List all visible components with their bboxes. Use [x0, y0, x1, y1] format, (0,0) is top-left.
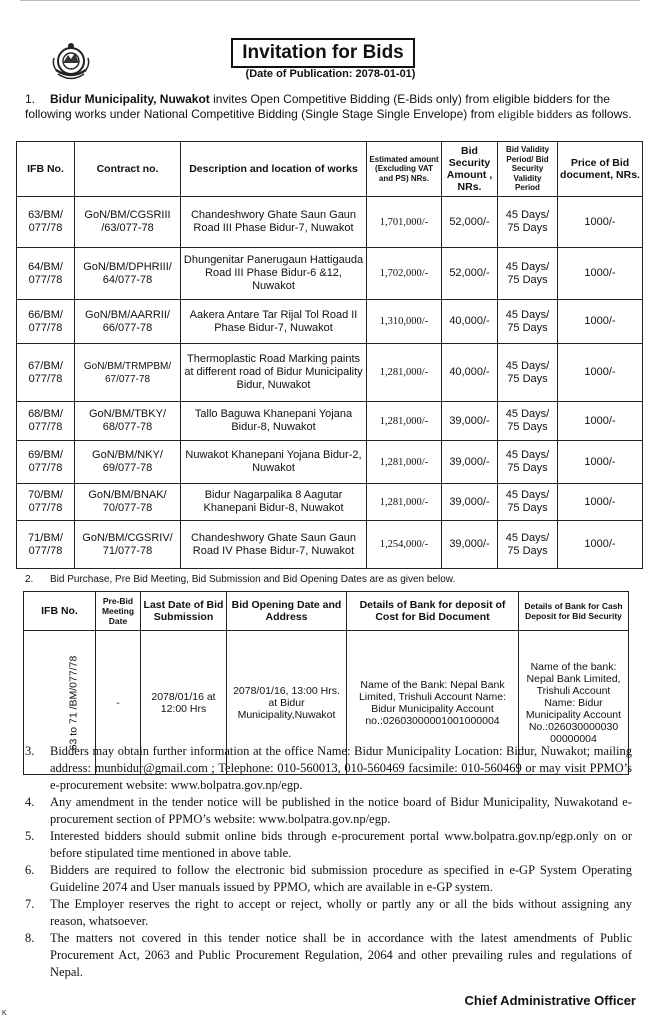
note-number: 7.	[25, 897, 35, 911]
cell-description: Tallo Baguwa Khanepani Yojana Bidur-8, Nuwakot	[181, 402, 367, 441]
header-last-date: Last Date of Bid Submission	[141, 592, 227, 631]
cell-contract: GoN/BM/TRMPBM/ 67/077-78	[75, 344, 181, 402]
header-opening: Bid Opening Date and Address	[227, 592, 347, 631]
note-number: 5.	[25, 829, 35, 843]
list-item	[25, 794, 632, 828]
cell-amount: 1,310,000/-	[367, 300, 442, 344]
note-text: Bidders may obtain further information at the office Name: Bidur Municipality Location: Bidur, Nuwakot; mailing address: munbidur@gmail.com ; Telephone: 010-560013, 010-560469 facsimile: 010-560469 or may visit PPMO’s e-procurement website: www.bolpatra.gov.np/egp.	[50, 744, 632, 792]
table-row	[17, 402, 643, 441]
header-price: Price of Bid document, NRs.	[558, 142, 643, 197]
bids-table-header	[17, 142, 643, 197]
cell-price: 1000/-	[558, 197, 643, 248]
cell-amount: 1,702,000/-	[367, 248, 442, 300]
cell-security: 39,000/-	[442, 484, 498, 521]
cell-contract: GoN/BM/CGSRIV/ 71/077-78	[75, 521, 181, 569]
cell-validity: 45 Days/ 75 Days	[498, 197, 558, 248]
page-title: Invitation for Bids	[231, 38, 415, 68]
cell-contract: GoN/BM/NKY/ 69/077-78	[75, 441, 181, 484]
cell-security: 39,000/-	[442, 402, 498, 441]
table-row	[17, 441, 643, 484]
ifb-range-text: 63 to 71 /BM/077/78	[67, 655, 80, 750]
cell-contract: GoN/BM/DPHRIII/ 64/077-78	[75, 248, 181, 300]
notes-list	[25, 743, 632, 981]
cell-description: Dhungenitar Panerugaun Hattigauda Road III Phase Bidur-6 &12, Nuwakot	[181, 248, 367, 300]
cell-security: 40,000/-	[442, 344, 498, 402]
cell-amount: 1,281,000/-	[367, 484, 442, 521]
cell-contract: GoN/BM/TBKY/ 68/077-78	[75, 402, 181, 441]
cell-bank-doc: Name of the Bank: Nepal Bank Limited, Trishuli Account Name: Bidur Municipality Account no.:02603000001001000004	[347, 631, 519, 775]
table-row	[17, 521, 643, 569]
cell-ifb: 70/BM/ 077/78	[17, 484, 75, 521]
dates-table-header	[24, 592, 629, 631]
cell-price: 1000/-	[558, 248, 643, 300]
note-text: The Employer reserves the right to accept or reject, wholly or partly any or all the bids without assigning any reason, whatsoever.	[50, 897, 632, 928]
top-border	[20, 0, 640, 5]
dates-text: Bid Purchase, Pre Bid Meeting, Bid Submission and Bid Opening Dates are as given below.	[50, 574, 456, 585]
table-row	[17, 300, 643, 344]
cell-price: 1000/-	[558, 344, 643, 402]
cell-ifb: 71/BM/ 077/78	[17, 521, 75, 569]
note-number: 8.	[25, 931, 35, 945]
header-description: Description and location of works	[181, 142, 367, 197]
cell-validity: 45 Days/ 75 Days	[498, 484, 558, 521]
note-number: 3.	[25, 744, 35, 758]
cell-amount: 1,281,000/-	[367, 441, 442, 484]
header-validity: Bid Validity Period/ Bid Security Validity Period	[498, 142, 558, 197]
cell-price: 1000/-	[558, 441, 643, 484]
list-item	[25, 743, 632, 794]
cell-price: 1000/-	[558, 484, 643, 521]
cell-amount: 1,254,000/-	[367, 521, 442, 569]
cell-description: Nuwakot Khanepani Yojana Bidur-2, Nuwakot	[181, 441, 367, 484]
cell-ifb: 66/BM/ 077/78	[17, 300, 75, 344]
cell-validity: 45 Days/ 75 Days	[498, 441, 558, 484]
header-bank-security: Details of Bank for Cash Deposit for Bid Security	[519, 592, 629, 631]
cell-ifb: 64/BM/ 077/78	[17, 248, 75, 300]
intro-text-serif: eligible bidders	[497, 107, 573, 121]
intro-text-end: as follows.	[572, 107, 632, 121]
cell-security: 39,000/-	[442, 521, 498, 569]
header-bid-security: Bid Security Amount , NRs.	[442, 142, 498, 197]
cell-ifb: 68/BM/ 077/78	[17, 402, 75, 441]
cell-prebid: -	[96, 631, 141, 775]
cell-opening: 2078/01/16, 13:00 Hrs. at Bidur Municipality,Nuwakot	[227, 631, 347, 775]
cell-bank-security: Name of the bank: Nepal Bank Limited, Trishuli Account Name: Bidur Municipality Account No.:026030000030 00000004	[519, 631, 629, 775]
cell-price: 1000/-	[558, 402, 643, 441]
header-bank-doc: Details of Bank for deposit of Cost for Bid Document	[347, 592, 519, 631]
list-item	[25, 828, 632, 862]
dates-paragraph	[25, 574, 455, 585]
cell-description: Thermoplastic Road Marking paints at different road of Bidur Municipality Bidur, Nuwakot	[181, 344, 367, 402]
cell-amount: 1,281,000/-	[367, 402, 442, 441]
cell-ifb: 69/BM/ 077/78	[17, 441, 75, 484]
cell-validity: 45 Days/ 75 Days	[498, 248, 558, 300]
header-ifb: IFB No.	[17, 142, 75, 197]
note-text: The matters not covered in this tender notice shall be in accordance with the latest amendments of Public Procurement Act, 2063 and Public Procurement Regulation, 2064 and other prevailing rules and regulations of Nepal.	[50, 931, 632, 979]
table-row	[17, 484, 643, 521]
intro-entity: Bidur Municipality, Nuwakot	[50, 92, 210, 106]
header-contract: Contract no.	[75, 142, 181, 197]
cell-ifb: 63/BM/ 077/78	[17, 197, 75, 248]
cell-validity: 45 Days/ 75 Days	[498, 344, 558, 402]
cell-description: Chandeshwory Ghate Saun Gaun Road III Phase Bidur-7, Nuwakot	[181, 197, 367, 248]
cell-amount: 1,281,000/-	[367, 344, 442, 402]
dates-number: 2.	[25, 574, 34, 585]
table-row	[17, 197, 643, 248]
cell-price: 1000/-	[558, 300, 643, 344]
header-estimated-amount: Estimated amount (Excluding VAT and PS) NRs.	[367, 142, 442, 197]
cell-amount: 1,701,000/-	[367, 197, 442, 248]
cell-security: 40,000/-	[442, 300, 498, 344]
cell-security: 39,000/-	[442, 441, 498, 484]
list-item	[25, 896, 632, 930]
list-item	[25, 862, 632, 896]
cell-contract: GoN/BM/AARRII/ 66/077-78	[75, 300, 181, 344]
header-ifb: IFB No.	[24, 592, 96, 631]
cell-last-date: 2078/01/16 at 12:00 Hrs	[141, 631, 227, 775]
publication-date: (Date of Publication: 2078-01-01)	[245, 68, 416, 80]
table-row	[17, 344, 643, 402]
cell-description: Aakera Antare Tar Rijal Tol Road II Phase Bidur-7, Nuwakot	[181, 300, 367, 344]
note-text: Bidders are required to follow the electronic bid submission procedure as specified in e-GP System Operating Guideline 2074 and User manuals issued by PPMO, which are available in e-GP system.	[50, 863, 632, 894]
cell-validity: 45 Days/ 75 Days	[498, 521, 558, 569]
cell-description: Bidur Nagarpalika 8 Aagutar Khanepani Bidur-8, Nuwakot	[181, 484, 367, 521]
margin-mark: K	[2, 1010, 7, 1017]
note-text: Any amendment in the tender notice will be published in the notice board of Bidur Municipality, Nuwakotand e-procurement section of PPMO’s website: www.bolpatra.gov.np/egp.	[50, 795, 632, 826]
cell-validity: 45 Days/ 75 Days	[498, 402, 558, 441]
intro-paragraph	[25, 92, 633, 122]
cell-description: Chandeshwory Ghate Saun Gaun Road IV Phase Bidur-7, Nuwakot	[181, 521, 367, 569]
cell-security: 52,000/-	[442, 197, 498, 248]
intro-number: 1.	[25, 92, 36, 106]
table-row	[17, 248, 643, 300]
list-item	[25, 930, 632, 981]
note-text: Interested bidders should submit online bids through e-procurement portal www.bolpatra.gov.np/egp.only on or before stipulated time mentioned in above table.	[50, 829, 632, 860]
note-number: 4.	[25, 795, 35, 809]
signatory-title: Chief Administrative Officer	[464, 993, 636, 1008]
cell-ifb: 67/BM/ 077/78	[17, 344, 75, 402]
intro-text: invites Open Competitive Bidding (E-Bids only) from eligible bidders for the following works under National Competitive Bidding (Single Stage Single Envelope) from	[25, 92, 610, 121]
header-prebid: Pre-Bid Meeting Date	[96, 592, 141, 631]
cell-price: 1000/-	[558, 521, 643, 569]
cell-contract: GoN/BM/BNAK/ 70/077-78	[75, 484, 181, 521]
note-number: 6.	[25, 863, 35, 877]
cell-validity: 45 Days/ 75 Days	[498, 300, 558, 344]
bids-table	[16, 141, 643, 569]
cell-security: 52,000/-	[442, 248, 498, 300]
cell-contract: GoN/BM/CGSRIII /63/077-78	[75, 197, 181, 248]
